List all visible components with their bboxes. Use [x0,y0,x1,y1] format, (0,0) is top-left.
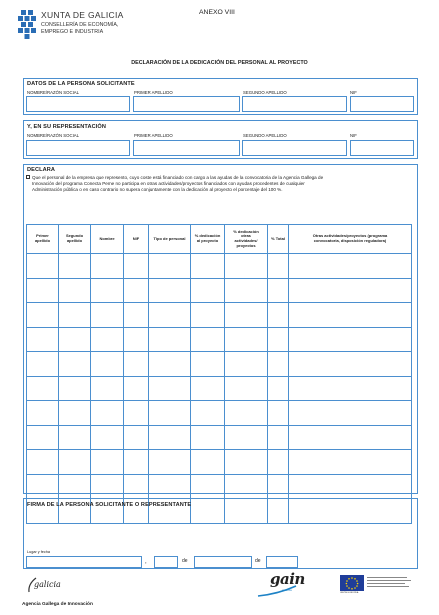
applicant-surname1-label: PRIMER APELLIDO [134,90,173,95]
table-cell[interactable] [191,352,225,377]
table-cell[interactable] [124,352,149,377]
table-cell[interactable] [191,450,225,475]
representative-nif-label: NIF [350,133,357,138]
representative-name-label: NOMBRE/RAZÓN SOCIAL [27,133,80,138]
table-cell[interactable] [191,376,225,401]
table-cell[interactable] [124,474,149,499]
representative-nif-field[interactable] [350,140,414,156]
applicant-surname1-field[interactable] [133,96,240,112]
xunta-shield-icon [18,10,36,40]
col-header-second-surname: Segundo apellido [59,225,91,254]
table-cell[interactable] [289,376,412,401]
representative-section-title: Y, EN SU REPRESENTACIÓN [27,124,106,130]
table-cell[interactable] [225,474,268,499]
table-cell[interactable] [124,303,149,328]
table-cell[interactable] [289,352,412,377]
table-cell[interactable] [225,327,268,352]
table-cell[interactable] [268,278,289,303]
table-cell[interactable] [91,254,124,279]
gain-logo-text: gain [270,570,305,588]
table-cell[interactable] [289,303,412,328]
table-cell[interactable] [268,401,289,426]
table-cell[interactable] [225,425,268,450]
representative-surname1-label: PRIMER APELLIDO [134,133,173,138]
table-cell[interactable] [59,474,91,499]
table-cell[interactable] [191,303,225,328]
table-row [27,401,412,426]
table-cell[interactable] [91,474,124,499]
table-cell[interactable] [191,278,225,303]
table-cell[interactable] [149,474,191,499]
applicant-name-label: NOMBRE/RAZÓN SOCIAL [27,90,80,95]
month-field[interactable] [194,556,252,568]
table-cell[interactable] [91,352,124,377]
applicant-nif-label: NIF [350,90,357,95]
galicia-logo [27,574,77,596]
table-row [27,327,412,352]
declara-text-line2: Innovación del programa Conecta Peme no participa en otras actividades/proyectos financiados con ayudas procedentes de cualquier [32,181,305,186]
table-cell[interactable] [91,303,124,328]
day-field[interactable] [154,556,178,568]
de-label-2: de [255,558,261,564]
agency-name: Agencia Gallega de Innovación [22,602,93,607]
table-cell[interactable] [59,450,91,475]
table-cell[interactable] [124,254,149,279]
table-cell[interactable] [289,254,412,279]
table-cell[interactable] [91,376,124,401]
col-header-first-surname: Primer apellido [27,225,59,254]
comma-separator: , [145,559,147,565]
representative-name-field[interactable] [26,140,130,156]
table-header-row [27,225,412,254]
place-field[interactable] [26,556,142,568]
logo-title: XUNTA DE GALICIA [41,10,124,20]
annex-label: ANEXO VIII [199,9,235,16]
table-cell[interactable] [91,278,124,303]
table-cell[interactable] [27,303,59,328]
table-cell[interactable] [268,474,289,499]
applicant-surname2-field[interactable] [242,96,347,112]
table-cell[interactable] [59,376,91,401]
table-cell[interactable] [225,303,268,328]
document-title: DECLARACIÓN DE LA DEDICACIÓN DEL PERSONAL AL PROYECTO [131,60,308,66]
table-cell[interactable] [27,450,59,475]
declara-section-title: DECLARA [27,167,56,173]
galicia-logo-text: galicia [34,580,61,589]
table-cell[interactable] [191,474,225,499]
table-cell[interactable] [149,254,191,279]
table-cell[interactable] [149,425,191,450]
table-cell[interactable] [91,450,124,475]
gain-logo [256,572,306,598]
table-cell[interactable] [225,254,268,279]
eu-fund-text [367,575,411,591]
table-cell[interactable] [59,401,91,426]
logo-dept-line1: CONSELLERÍA DE ECONOMÍA, [41,22,119,28]
table-cell[interactable] [149,401,191,426]
table-cell[interactable] [149,327,191,352]
table-cell[interactable] [27,376,59,401]
table-cell[interactable] [124,327,149,352]
table-cell[interactable] [27,425,59,450]
table-cell[interactable] [289,474,412,499]
table-row [27,254,412,279]
table-cell[interactable] [289,450,412,475]
col-header-other-activities: Otras actividades/proyectos (programa convocatoria, disposición reguladora) [289,225,412,254]
personnel-table [26,224,412,524]
declara-text-line3: Administración pública o en caso contrario no supera conjuntamente con la dedicación al proyecto el porcentaje del 100 %. [32,187,283,192]
col-header-total: % Total [268,225,289,254]
table-cell[interactable] [59,425,91,450]
table-cell[interactable] [191,327,225,352]
table-cell[interactable] [124,376,149,401]
table-row [27,450,412,475]
gain-logo-subtext: axencia [282,588,292,592]
table-row [27,474,412,499]
table-cell[interactable] [268,450,289,475]
table-cell[interactable] [289,327,412,352]
applicant-section-title: DATOS DE LA PERSONA SOLICITANTE [27,81,135,87]
table-cell[interactable] [91,401,124,426]
signature-section-title: FIRMA DE LA PERSONA SOLICITANTE O REPRESENTANTE [27,502,192,508]
logo-dept-line2: EMPREGO E INDUSTRIA [41,29,104,35]
table-row [27,278,412,303]
year-field[interactable] [266,556,298,568]
table-cell[interactable] [124,278,149,303]
table-cell[interactable] [59,254,91,279]
table-cell[interactable] [91,327,124,352]
table-cell[interactable] [124,450,149,475]
table-row [27,425,412,450]
table-cell[interactable] [225,376,268,401]
table-cell[interactable] [91,425,124,450]
table-cell[interactable] [225,352,268,377]
eu-stars-icon [340,575,364,593]
table-cell[interactable] [124,401,149,426]
table-cell[interactable] [225,450,268,475]
table-cell[interactable] [27,401,59,426]
table-cell[interactable] [268,352,289,377]
table-cell[interactable] [149,303,191,328]
place-date-label: Lugar y fecha [27,550,51,554]
table-row [27,352,412,377]
declara-checkbox[interactable] [26,175,30,179]
col-header-staff-type: Tipo de personal [149,225,191,254]
applicant-surname2-label: SEGUNDO APELLIDO [243,90,287,95]
table-cell[interactable] [149,450,191,475]
representative-surname2-label: SEGUNDO APELLIDO [243,133,287,138]
applicant-nif-field[interactable] [350,96,414,112]
table-row [27,303,412,328]
table-cell[interactable] [225,278,268,303]
table-cell[interactable] [149,352,191,377]
table-cell[interactable] [289,425,412,450]
table-cell[interactable] [27,278,59,303]
gain-swoosh-icon [256,584,304,598]
table-cell[interactable] [191,254,225,279]
eu-caption: UNIÓN EUROPEA [340,592,359,594]
de-label-1: de [182,558,188,564]
eu-flag [340,575,364,593]
table-row [27,376,412,401]
table-cell[interactable] [59,303,91,328]
table-cell[interactable] [27,474,59,499]
table-cell[interactable] [191,401,225,426]
declara-text-line1: Que el personal de la empresa que represento, cuyo coste está financiado con cargo a las ayudas de la convocatoria de la Agencia Gallega de [32,175,324,180]
col-header-name: Nombre [91,225,124,254]
table-cell[interactable] [27,254,59,279]
table-cell[interactable] [59,352,91,377]
table-cell[interactable] [149,376,191,401]
col-header-other-dedication: % dedicación otras actividades/ proyectos [225,225,268,254]
table-cell[interactable] [289,401,412,426]
table-cell[interactable] [191,425,225,450]
table-cell[interactable] [289,278,412,303]
applicant-name-field[interactable] [26,96,130,112]
table-cell[interactable] [268,327,289,352]
table-cell[interactable] [268,303,289,328]
representative-surname1-field[interactable] [133,140,240,156]
table-cell[interactable] [268,425,289,450]
table-cell[interactable] [59,278,91,303]
table-cell[interactable] [27,352,59,377]
table-cell[interactable] [268,376,289,401]
table-cell[interactable] [27,327,59,352]
table-cell[interactable] [225,401,268,426]
table-cell[interactable] [59,327,91,352]
representative-surname2-field[interactable] [242,140,347,156]
xunta-logo [18,7,138,51]
col-header-project-dedication: % dedicación al proyecto [191,225,225,254]
table-cell[interactable] [268,254,289,279]
col-header-nif: NIF [124,225,149,254]
table-cell[interactable] [124,425,149,450]
table-cell[interactable] [149,278,191,303]
